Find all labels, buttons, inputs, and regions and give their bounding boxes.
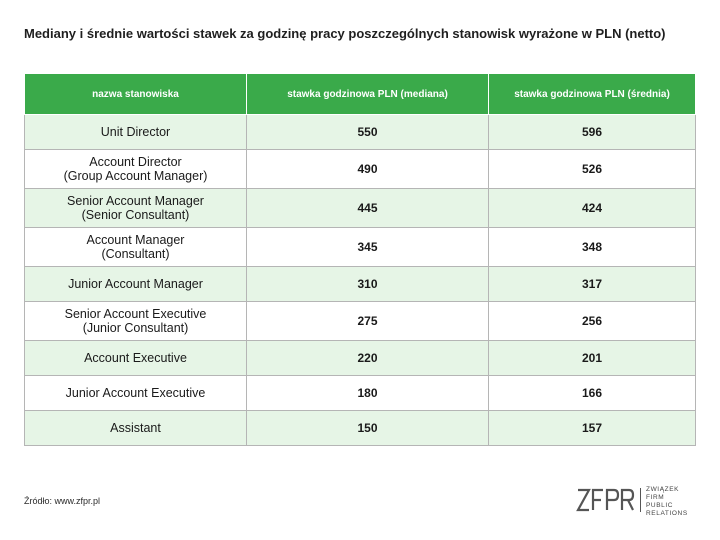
column-header-position: nazwa stanowiska	[25, 74, 247, 115]
position-name-line: (Junior Consultant)	[82, 321, 189, 335]
logo-line: RELATIONS	[646, 510, 688, 517]
median-cell: 445	[247, 189, 489, 228]
position-name-cell	[25, 228, 247, 267]
column-header-median: stawka godzinowa PLN (mediana)	[247, 74, 489, 115]
position-name-cell	[25, 150, 247, 189]
mean-cell: 317	[489, 267, 696, 302]
position-name-line: Senior Account Manager	[67, 194, 204, 208]
mean-cell: 596	[489, 115, 696, 150]
table-row	[25, 150, 696, 189]
position-name-line: Assistant	[110, 421, 161, 435]
position-name-line: Account Director	[89, 155, 182, 169]
logo-line: ZWIĄZEK FIRM	[646, 486, 680, 501]
rates-table	[24, 74, 696, 446]
median-cell: 310	[247, 267, 489, 302]
position-name-line: Junior Account Executive	[65, 386, 206, 400]
page-title: Mediany i średnie wartości stawek za godzinę pracy poszczególnych stanowisk wyrażone w PLN (netto)	[24, 26, 666, 41]
position-name-cell	[25, 115, 247, 150]
position-name-cell	[25, 376, 247, 411]
median-cell: 550	[247, 115, 489, 150]
position-name-cell	[25, 267, 247, 302]
mean-cell: 424	[489, 189, 696, 228]
position-name-cell	[25, 189, 247, 228]
table-body	[25, 115, 696, 446]
median-cell: 220	[247, 341, 489, 376]
median-cell: 490	[247, 150, 489, 189]
position-name-line: (Consultant)	[101, 247, 170, 261]
median-cell: 275	[247, 302, 489, 341]
mean-cell: 526	[489, 150, 696, 189]
column-header-mean: stawka godzinowa PLN (średnia)	[489, 74, 696, 115]
table-row	[25, 341, 696, 376]
position-name-cell	[25, 411, 247, 446]
position-name-line: Account Manager	[86, 233, 185, 247]
position-name-line: Senior Account Executive	[64, 307, 207, 321]
mean-cell: 256	[489, 302, 696, 341]
position-name-line: (Group Account Manager)	[63, 169, 208, 183]
table-row	[25, 411, 696, 446]
zfpr-logo-mark-icon	[576, 486, 636, 514]
table-row	[25, 267, 696, 302]
position-name-line: Account Executive	[84, 351, 187, 365]
zfpr-logo	[576, 486, 696, 517]
position-name-cell	[25, 302, 247, 341]
table-row	[25, 302, 696, 341]
mean-cell: 166	[489, 376, 696, 411]
mean-cell: 157	[489, 411, 696, 446]
position-name-line: (Senior Consultant)	[81, 208, 190, 222]
logo-line: PUBLIC	[646, 502, 674, 509]
position-name-cell	[25, 341, 247, 376]
position-name-line: Junior Account Manager	[68, 277, 203, 291]
table-row	[25, 115, 696, 150]
source-note: Źródło: www.zfpr.pl	[24, 496, 101, 506]
table-row	[25, 228, 696, 267]
median-cell: 180	[247, 376, 489, 411]
rates-table-container	[24, 74, 695, 446]
median-cell: 345	[247, 228, 489, 267]
logo-wordmark	[646, 486, 696, 518]
table-row	[25, 189, 696, 228]
position-name-line: Unit Director	[100, 125, 171, 139]
median-cell: 150	[247, 411, 489, 446]
logo-divider	[640, 488, 641, 512]
table-row	[25, 376, 696, 411]
table-header-row	[25, 74, 696, 115]
mean-cell: 201	[489, 341, 696, 376]
mean-cell: 348	[489, 228, 696, 267]
